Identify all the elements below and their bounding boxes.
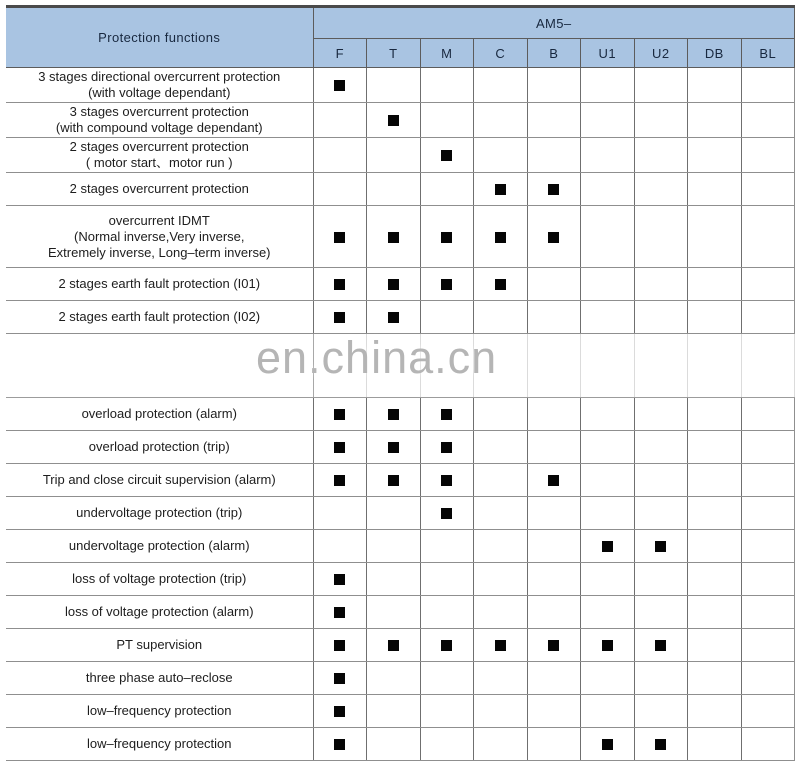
mark-cell-u1 [581, 431, 635, 464]
mark-cell-u2 [634, 530, 688, 563]
mark-cell-bl [741, 103, 795, 138]
watermark-band-row [6, 334, 795, 398]
mark-cell-f [313, 662, 367, 695]
mark-cell-t [367, 497, 421, 530]
mark-cell-b [527, 662, 581, 695]
mark-cell-t [367, 629, 421, 662]
mark-cell-c [474, 662, 528, 695]
filled-square-mark [334, 409, 345, 420]
mark-cell-c [474, 728, 528, 761]
mark-cell-db [688, 138, 742, 173]
row-label-line: ( motor start、motor run ) [85, 155, 233, 170]
mark-cell-c [474, 334, 528, 398]
table-header [6, 7, 795, 68]
mark-cell-u1 [581, 301, 635, 334]
mark-cell-c [474, 301, 528, 334]
mark-cell-t [367, 268, 421, 301]
row-label-cell [6, 138, 313, 173]
table-row [6, 728, 795, 761]
row-label-cell [6, 662, 313, 695]
mark-cell-u2 [634, 301, 688, 334]
mark-cell-f [313, 268, 367, 301]
row-label-line: PT supervision [116, 637, 203, 652]
mark-cell-m [420, 138, 474, 173]
table-row [6, 530, 795, 563]
table-row [6, 138, 795, 173]
table-row [6, 563, 795, 596]
mark-cell-bl [741, 206, 795, 268]
filled-square-mark [548, 184, 559, 195]
row-label-line: (Normal inverse,Very inverse, [74, 228, 245, 244]
filled-square-mark [334, 640, 345, 651]
mark-cell-b [527, 596, 581, 629]
mark-cell-db [688, 497, 742, 530]
mark-cell-c [474, 431, 528, 464]
row-label-line: undervoltage protection (trip) [76, 505, 243, 520]
filled-square-mark [388, 312, 399, 323]
mark-cell-u2 [634, 268, 688, 301]
mark-cell-f [313, 173, 367, 206]
table-row [6, 398, 795, 431]
mark-cell-db [688, 173, 742, 206]
mark-cell-b [527, 138, 581, 173]
mark-cell-u1 [581, 530, 635, 563]
mark-cell-m [420, 497, 474, 530]
mark-cell-bl [741, 268, 795, 301]
row-label-line: 2 stages earth fault protection (I01) [58, 276, 261, 291]
table-row [6, 596, 795, 629]
filled-square-mark [495, 184, 506, 195]
mark-cell-c [474, 68, 528, 103]
mark-cell-u2 [634, 103, 688, 138]
mark-cell-u2 [634, 695, 688, 728]
mark-cell-c [474, 596, 528, 629]
mark-cell-c [474, 268, 528, 301]
filled-square-mark [441, 508, 452, 519]
row-label-line: (with voltage dependant) [88, 85, 231, 100]
am5-group-header-cell: AM5– [313, 7, 795, 39]
mark-cell-c [474, 173, 528, 206]
table-row [6, 268, 795, 301]
row-label-cell [6, 173, 313, 206]
row-label-line: 2 stages earth fault protection (I02) [58, 309, 261, 324]
filled-square-mark [334, 312, 345, 323]
mark-cell-u2 [634, 662, 688, 695]
mark-cell-bl [741, 334, 795, 398]
mark-cell-c [474, 206, 528, 268]
table-row [6, 695, 795, 728]
filled-square-mark [334, 706, 345, 717]
mark-cell-c [474, 695, 528, 728]
mark-cell-b [527, 695, 581, 728]
mark-cell-u1 [581, 563, 635, 596]
mark-cell-bl [741, 431, 795, 464]
mark-cell-m [420, 68, 474, 103]
mark-cell-bl [741, 596, 795, 629]
mark-cell-b [527, 334, 581, 398]
mark-cell-u1 [581, 103, 635, 138]
filled-square-mark [602, 739, 613, 750]
mark-cell-f [313, 398, 367, 431]
row-label-line: overcurrent IDMT [108, 212, 210, 228]
mark-cell-t [367, 662, 421, 695]
mark-cell-b [527, 103, 581, 138]
filled-square-mark [548, 475, 559, 486]
mark-cell-db [688, 334, 742, 398]
mark-cell-db [688, 68, 742, 103]
row-label-line: overload protection (trip) [88, 439, 230, 454]
mark-cell-bl [741, 138, 795, 173]
table-row [6, 301, 795, 334]
mark-cell-t [367, 464, 421, 497]
table-row [6, 206, 795, 268]
row-label-line: loss of voltage protection (trip) [72, 571, 247, 586]
mark-cell-m [420, 301, 474, 334]
mark-cell-m [420, 662, 474, 695]
filled-square-mark [441, 475, 452, 486]
mark-cell-t [367, 138, 421, 173]
mark-cell-u2 [634, 431, 688, 464]
row-label-cell [6, 334, 313, 398]
mark-cell-t [367, 596, 421, 629]
mark-cell-m [420, 334, 474, 398]
filled-square-mark [441, 150, 452, 161]
row-label-cell [6, 530, 313, 563]
mark-cell-c [474, 497, 528, 530]
row-label-cell [6, 206, 313, 268]
mark-cell-f [313, 103, 367, 138]
filled-square-mark [388, 115, 399, 126]
mark-cell-u1 [581, 497, 635, 530]
mark-cell-m [420, 728, 474, 761]
mark-cell-b [527, 629, 581, 662]
filled-square-mark [334, 232, 345, 243]
filled-square-mark [334, 673, 345, 684]
column-header-u2: U2 [634, 39, 688, 68]
mark-cell-f [313, 563, 367, 596]
mark-cell-u2 [634, 398, 688, 431]
mark-cell-u2 [634, 206, 688, 268]
mark-cell-u2 [634, 334, 688, 398]
mark-cell-bl [741, 530, 795, 563]
mark-cell-f [313, 301, 367, 334]
mark-cell-f [313, 68, 367, 103]
filled-square-mark [441, 279, 452, 290]
mark-cell-bl [741, 563, 795, 596]
mark-cell-bl [741, 728, 795, 761]
mark-cell-c [474, 103, 528, 138]
filled-square-mark [655, 640, 666, 651]
mark-cell-db [688, 728, 742, 761]
filled-square-mark [388, 279, 399, 290]
filled-square-mark [441, 409, 452, 420]
mark-cell-u1 [581, 138, 635, 173]
mark-cell-u1 [581, 629, 635, 662]
row-label-cell [6, 103, 313, 138]
mark-cell-u1 [581, 173, 635, 206]
mark-cell-t [367, 334, 421, 398]
mark-cell-b [527, 301, 581, 334]
row-label-line: 3 stages directional overcurrent protection [38, 69, 281, 84]
mark-cell-u1 [581, 695, 635, 728]
filled-square-mark [334, 80, 345, 91]
mark-cell-t [367, 68, 421, 103]
column-header-db: DB [688, 39, 742, 68]
mark-cell-db [688, 301, 742, 334]
mark-cell-u1 [581, 334, 635, 398]
mark-cell-t [367, 563, 421, 596]
mark-cell-u1 [581, 398, 635, 431]
mark-cell-bl [741, 301, 795, 334]
mark-cell-t [367, 301, 421, 334]
row-label-cell [6, 464, 313, 497]
row-label-line: low–frequency protection [86, 736, 232, 751]
mark-cell-b [527, 530, 581, 563]
row-label-cell [6, 596, 313, 629]
column-header-c: C [474, 39, 528, 68]
filled-square-mark [548, 640, 559, 651]
mark-cell-db [688, 398, 742, 431]
filled-square-mark [388, 232, 399, 243]
row-label-line: 3 stages overcurrent protection [69, 104, 249, 119]
mark-cell-u1 [581, 728, 635, 761]
row-label-line: undervoltage protection (alarm) [68, 538, 250, 553]
mark-cell-u2 [634, 173, 688, 206]
mark-cell-db [688, 103, 742, 138]
mark-cell-f [313, 206, 367, 268]
mark-cell-u2 [634, 728, 688, 761]
filled-square-mark [334, 574, 345, 585]
mark-cell-f [313, 431, 367, 464]
filled-square-mark [441, 442, 452, 453]
row-label-cell [6, 68, 313, 103]
mark-cell-c [474, 530, 528, 563]
mark-cell-t [367, 530, 421, 563]
column-header-u1: U1 [581, 39, 635, 68]
mark-cell-m [420, 268, 474, 301]
mark-cell-bl [741, 662, 795, 695]
mark-cell-bl [741, 695, 795, 728]
mark-cell-u1 [581, 662, 635, 695]
mark-cell-c [474, 464, 528, 497]
column-header-b: B [527, 39, 581, 68]
table-row [6, 464, 795, 497]
mark-cell-u2 [634, 68, 688, 103]
row-label-line: Trip and close circuit supervision (alarm) [42, 472, 276, 487]
mark-cell-u2 [634, 138, 688, 173]
mark-cell-db [688, 268, 742, 301]
mark-cell-f [313, 497, 367, 530]
row-label-cell [6, 398, 313, 431]
filled-square-mark [388, 409, 399, 420]
row-label-line: 2 stages overcurrent protection [69, 181, 249, 196]
mark-cell-bl [741, 464, 795, 497]
row-label-cell [6, 629, 313, 662]
table-row [6, 173, 795, 206]
mark-cell-b [527, 398, 581, 431]
row-label-cell [6, 563, 313, 596]
row-label-line: loss of voltage protection (alarm) [64, 604, 254, 619]
mark-cell-f [313, 464, 367, 497]
mark-cell-t [367, 173, 421, 206]
column-header-t: T [367, 39, 421, 68]
mark-cell-db [688, 629, 742, 662]
mark-cell-b [527, 563, 581, 596]
mark-cell-bl [741, 497, 795, 530]
mark-cell-db [688, 695, 742, 728]
mark-cell-c [474, 398, 528, 431]
row-label-line: (with compound voltage dependant) [55, 120, 263, 135]
mark-cell-m [420, 530, 474, 563]
mark-cell-t [367, 206, 421, 268]
row-label-cell [6, 728, 313, 761]
table-row [6, 497, 795, 530]
mark-cell-m [420, 563, 474, 596]
mark-cell-b [527, 497, 581, 530]
mark-cell-bl [741, 398, 795, 431]
mark-cell-u1 [581, 206, 635, 268]
mark-cell-bl [741, 173, 795, 206]
mark-cell-b [527, 68, 581, 103]
filled-square-mark [602, 640, 613, 651]
filled-square-mark [548, 232, 559, 243]
row-label-cell [6, 301, 313, 334]
filled-square-mark [334, 442, 345, 453]
mark-cell-b [527, 173, 581, 206]
mark-cell-b [527, 268, 581, 301]
mark-cell-m [420, 398, 474, 431]
mark-cell-db [688, 530, 742, 563]
mark-cell-m [420, 173, 474, 206]
protection-functions-header-cell: Protection functions [6, 7, 313, 68]
mark-cell-t [367, 431, 421, 464]
mark-cell-bl [741, 629, 795, 662]
mark-cell-f [313, 138, 367, 173]
filled-square-mark [334, 607, 345, 618]
mark-cell-c [474, 563, 528, 596]
filled-square-mark [334, 279, 345, 290]
column-header-bl: BL [741, 39, 795, 68]
mark-cell-db [688, 563, 742, 596]
mark-cell-m [420, 206, 474, 268]
filled-square-mark [388, 442, 399, 453]
filled-square-mark [495, 232, 506, 243]
mark-cell-m [420, 103, 474, 138]
row-label-line: overload protection (alarm) [81, 406, 237, 421]
mark-cell-b [527, 464, 581, 497]
table-row [6, 629, 795, 662]
table-row [6, 662, 795, 695]
filled-square-mark [441, 232, 452, 243]
column-header-m: M [420, 39, 474, 68]
mark-cell-db [688, 431, 742, 464]
mark-cell-m [420, 629, 474, 662]
site-watermark: en.china.cn [256, 332, 498, 383]
mark-cell-db [688, 464, 742, 497]
group-header-row [6, 7, 795, 39]
mark-cell-f [313, 530, 367, 563]
row-label-line: 2 stages overcurrent protection [69, 139, 249, 154]
mark-cell-u1 [581, 68, 635, 103]
filled-square-mark [388, 475, 399, 486]
filled-square-mark [495, 640, 506, 651]
mark-cell-bl [741, 68, 795, 103]
mark-cell-m [420, 431, 474, 464]
filled-square-mark [334, 739, 345, 750]
mark-cell-f [313, 596, 367, 629]
row-label-cell [6, 497, 313, 530]
mark-cell-m [420, 464, 474, 497]
mark-cell-u1 [581, 464, 635, 497]
row-label-cell [6, 431, 313, 464]
mark-cell-b [527, 431, 581, 464]
row-label-line: three phase auto–reclose [85, 670, 233, 685]
spec-table [6, 5, 795, 761]
filled-square-mark [495, 279, 506, 290]
filled-square-mark [388, 640, 399, 651]
filled-square-mark [602, 541, 613, 552]
mark-cell-f [313, 695, 367, 728]
mark-cell-b [527, 728, 581, 761]
mark-cell-m [420, 596, 474, 629]
mark-cell-t [367, 695, 421, 728]
mark-cell-b [527, 206, 581, 268]
mark-cell-m [420, 695, 474, 728]
mark-cell-f [313, 629, 367, 662]
row-label-line: low–frequency protection [86, 703, 232, 718]
row-label-line: Extremely inverse, Long–term inverse) [47, 244, 271, 260]
mark-cell-db [688, 662, 742, 695]
mark-cell-u2 [634, 464, 688, 497]
filled-square-mark [655, 739, 666, 750]
mark-cell-db [688, 596, 742, 629]
mark-cell-t [367, 728, 421, 761]
filled-square-mark [441, 640, 452, 651]
mark-cell-c [474, 138, 528, 173]
mark-cell-u2 [634, 629, 688, 662]
mark-cell-t [367, 398, 421, 431]
table-row [6, 68, 795, 103]
row-label-cell [6, 268, 313, 301]
mark-cell-u1 [581, 268, 635, 301]
mark-cell-u1 [581, 596, 635, 629]
filled-square-mark [334, 475, 345, 486]
mark-cell-u2 [634, 497, 688, 530]
protection-functions-table [6, 5, 795, 761]
mark-cell-f [313, 728, 367, 761]
mark-cell-c [474, 629, 528, 662]
mark-cell-db [688, 206, 742, 268]
mark-cell-u2 [634, 563, 688, 596]
mark-cell-t [367, 103, 421, 138]
table-row [6, 431, 795, 464]
mark-cell-f [313, 334, 367, 398]
row-label-cell [6, 695, 313, 728]
table-body [6, 68, 795, 761]
column-header-f: F [313, 39, 367, 68]
table-row [6, 103, 795, 138]
filled-square-mark [655, 541, 666, 552]
mark-cell-u2 [634, 596, 688, 629]
